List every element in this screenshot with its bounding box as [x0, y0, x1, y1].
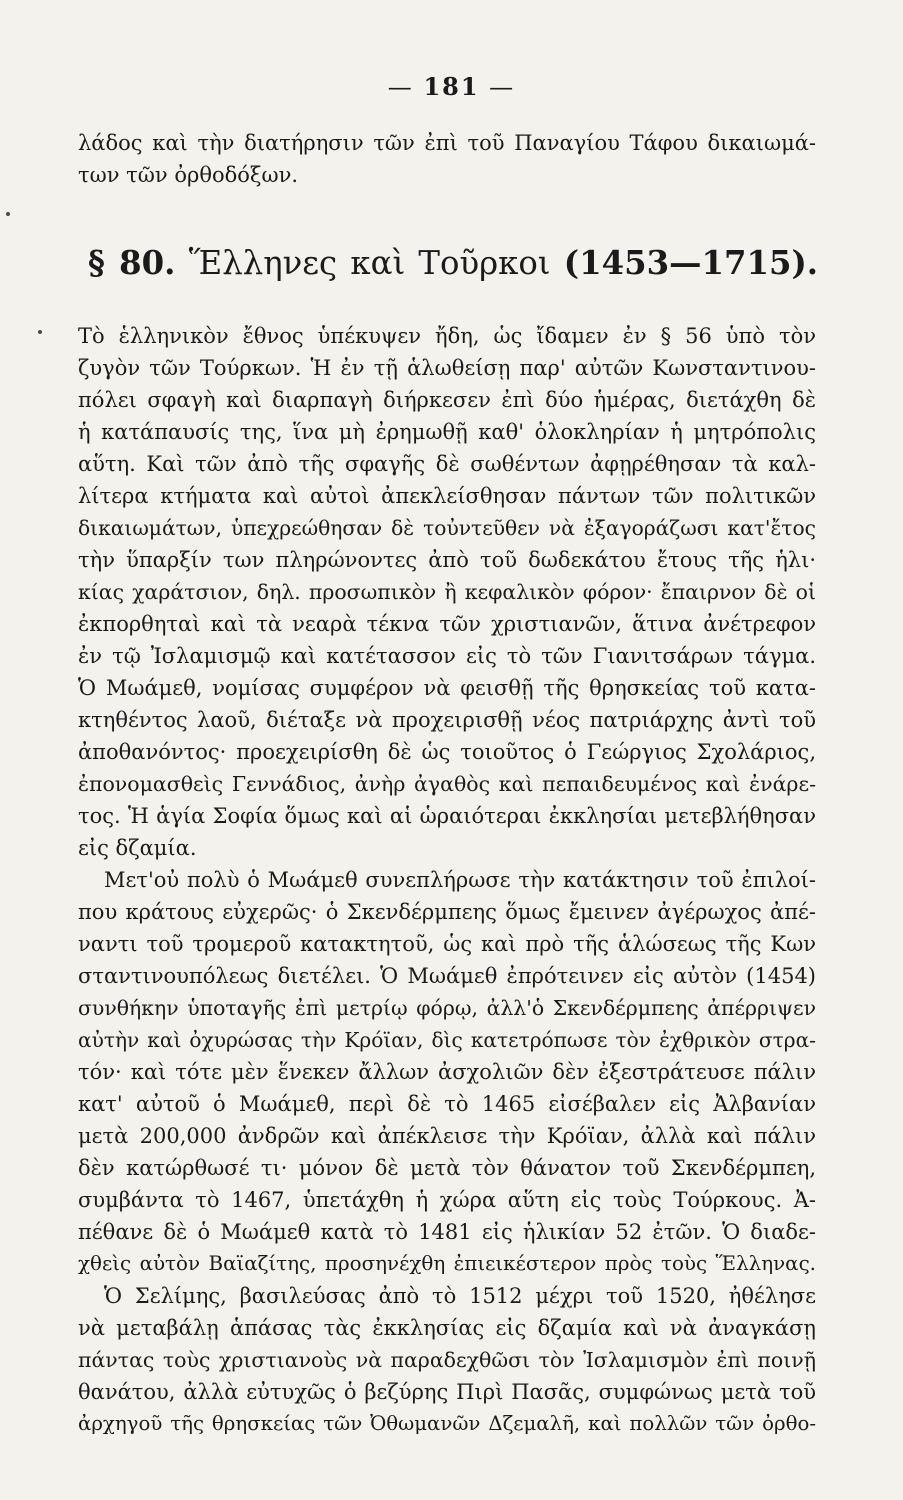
text-line: νὰ μεταβάλῃ ἁπάσας τὰς ἐκκλησίας εἰς δζαμία καὶ νὰ ἀναγκάσῃ	[78, 1316, 816, 1340]
text-line: ἐπονομασθεὶς Γεννάδιος, ἀνὴρ ἀγαθὸς καὶ πεπαιδευμένος καὶ ἐνάρε-	[78, 772, 816, 796]
text-line: Ὁ Σελίμης, βασιλεύσας ἀπὸ τὸ 1512 μέχρι τοῦ 1520, ἠθέλησε	[104, 1284, 816, 1308]
text-line: Τὸ ἑλληνικὸν ἔθνος ὑπέκυψεν ἤδη, ὡς ἴδαμεν ἐν § 56 ὑπὸ τὸν	[78, 324, 816, 348]
text-line: τόν· καὶ τότε μὲν ἕνεκεν ἄλλων ἀσχολιῶν δὲν ἐξεστράτευσε πάλιν	[78, 1060, 816, 1084]
text-line: θανάτου, ἀλλὰ εὐτυχῶς ὁ βεζύρης Πιρὶ Πασᾶς, συμφώνως μετὰ τοῦ	[78, 1380, 816, 1404]
text-line: ἐν τῷ Ἰσλαμισμῷ καὶ κατέτασσον εἰς τὸ τῶν Γιανιτσάρων τάγμα.	[78, 644, 816, 668]
text-line: συμβάντα τὸ 1467, ὑπετάχθη ἡ χώρα αὕτη εἰς τοὺς Τούρκους. Ἀ-	[78, 1188, 816, 1212]
page-number: — 181 —	[387, 72, 516, 101]
text-line: κίας χαράτσιον, δηλ. προσωπικὸν ἢ κεφαλικὸν φόρον· ἔπαιρνον δὲ οἱ	[78, 580, 816, 604]
section-heading	[88, 238, 818, 288]
text-line: σταντινουπόλεως διετέλει. Ὁ Μωάμεθ ἐπρότεινεν εἰς αὐτὸν (1454)	[78, 964, 816, 988]
ink-speck	[6, 212, 10, 216]
text-line: ἀποθανόντος· προεχειρίσθη δὲ ὡς τοιοῦτος ὁ Γεώργιος Σχολάριος,	[78, 740, 816, 764]
text-line: πόλει σφαγὴ καὶ διαρπαγὴ διήρκεσεν ἐπὶ δύο ἡμέρας, διετάχθη δὲ	[78, 388, 816, 412]
text-line: δικαιωμάτων, ὑπεχρεώθησαν δὲ τοὐντεῦθεν νὰ ἐξαγοράζωσι κατ'ἔτος	[78, 516, 816, 540]
text-line: δὲν κατώρθωσέ τι· μόνον δὲ μετὰ τὸν θάνατον τοῦ Σκενδέρμπεη,	[78, 1156, 816, 1180]
text-line: λίτερα κτήματα καὶ αὐτοὶ ἀπεκλείσθησαν πάντων τῶν πολιτικῶν	[78, 484, 816, 508]
text-line: μετὰ 200,000 ἀνδρῶν καὶ ἀπέκλεισε τὴν Κρόϊαν, ἀλλὰ καὶ πάλιν	[78, 1124, 816, 1148]
text-line: ζυγὸν τῶν Τούρκων. Ἡ ἐν τῇ ἁλωθείσῃ παρ' αὐτῶν Κωνσταντινου-	[78, 356, 816, 380]
intro-line: λάδος καὶ τὴν διατήρησιν τῶν ἐπὶ τοῦ Παναγίου Τάφου δικαιωμά-	[78, 131, 816, 155]
text-line: εἰς δζαμία.	[78, 836, 197, 860]
text-line: ἡ κατάπαυσίς της, ἵνα μὴ ἐρημωθῇ καθ' ὁλοκληρίαν ἡ μητρόπολις	[78, 420, 816, 444]
text-line: Μετ'οὐ πολὺ ὁ Μωάμεθ συνεπλήρωσε τὴν κατάκτησιν τοῦ ἐπιλοί-	[104, 868, 816, 892]
text-line: αὕτη. Καὶ τῶν ἀπὸ τῆς σφαγῆς δὲ σωθέντων ἀφῃρέθησαν τὰ καλ-	[78, 452, 816, 476]
text-line: ἐκπορθηταὶ καὶ τὰ νεαρὰ τέκνα τῶν χριστιανῶν, ἅτινα ἀνέτρεφον	[78, 612, 816, 636]
section-title: Ἕλληνες καὶ Τοῦρκοι	[188, 244, 551, 282]
text-line: κατ' αὐτοῦ ὁ Μωάμεθ, περὶ δὲ τὸ 1465 εἰσέβαλεν εἰς Ἀλβανίαν	[78, 1092, 816, 1116]
text-line: αὐτὴν καὶ ὀχυρώσας τὴν Κρόϊαν, δὶς κατετρόπωσε τὸν ἐχθρικὸν στρα-	[78, 1028, 816, 1052]
intro-line: των τῶν ὀρθοδόξων.	[78, 163, 299, 187]
text-line: ναντι τοῦ τρομεροῦ κατακτητοῦ, ὡς καὶ πρὸ τῆς ἁλώσεως τῆς Κων	[78, 932, 816, 956]
text-line: συνθήκην ὑποταγῆς ἐπὶ μετρίῳ φόρῳ, ἀλλ'ὁ Σκενδέρμπεης ἀπέρριψεν	[78, 996, 816, 1020]
text-line: τὴν ὕπαρξίν των πληρώνοντες ἀπὸ τοῦ δωδεκάτου ἔτους τῆς ἡλι·	[78, 548, 816, 572]
ink-speck	[38, 330, 42, 334]
text-line: τος. Ἡ ἁγία Σοφία ὅμως καὶ αἱ ὡραιότεραι ἐκκλησίαι μετεβλήθησαν	[78, 804, 816, 828]
folio-number: 181	[423, 72, 480, 101]
text-line: κτηθέντος λαοῦ, διέταξε νὰ προχειρισθῇ νέος πατριάρχης ἀντὶ τοῦ	[78, 708, 816, 732]
text-line: πάντας τοὺς χριστιανοὺς νὰ παραδεχθῶσι τὸν Ἰσλαμισμὸν ἐπὶ ποινῇ	[78, 1348, 816, 1372]
section-number: § 80.	[88, 244, 176, 282]
text-line: χθεὶς αὐτὸν Βαϊαζίτης, προσηνέχθη ἐπιεικέστερον πρὸς τοὺς Ἕλληνας.	[78, 1252, 816, 1275]
text-line: πέθανε δὲ ὁ Μωάμεθ κατὰ τὸ 1481 εἰς ἡλικίαν 52 ἐτῶν. Ὁ διαδε-	[78, 1220, 816, 1244]
text-line: Ὁ Μωάμεθ, νομίσας συμφέρον νὰ φεισθῇ τῆς θρησκείας τοῦ κατα-	[78, 676, 816, 700]
text-line: που κράτους εὐχερῶς· ὁ Σκενδέρμπεης ὅμως ἔμεινεν ἀγέρωχος ἀπέ-	[78, 900, 816, 924]
text-line: ἀρχηγοῦ τῆς θρησκείας τῶν Ὀθωμανῶν Δζεμαλῆ, καὶ πολλῶν τῶν ὀρθο-	[78, 1412, 816, 1435]
section-years: (1453—1715).	[563, 244, 819, 282]
